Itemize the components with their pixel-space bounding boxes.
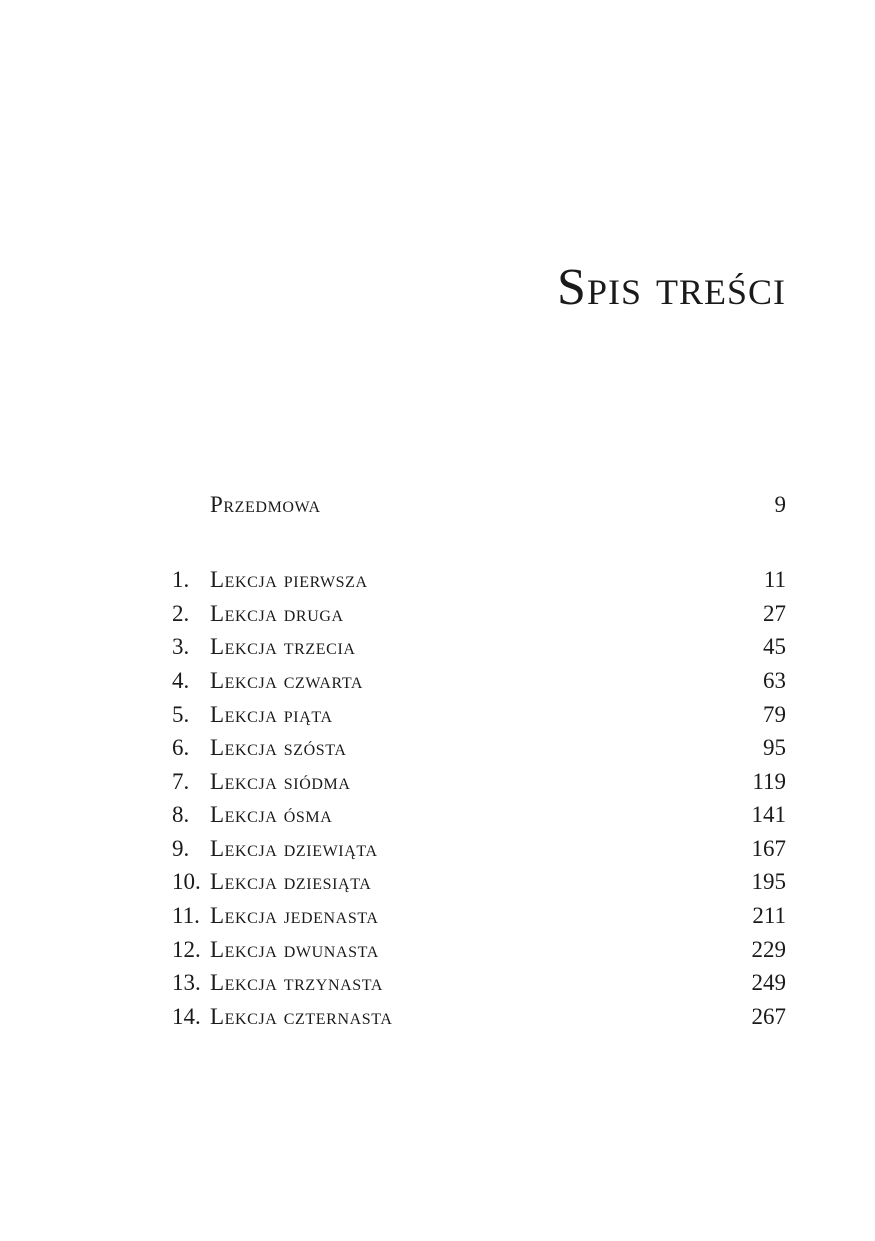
page-title: Spis treści	[557, 259, 786, 316]
toc-entry-4[interactable]	[172, 664, 786, 697]
toc-entry-number: 1.	[172, 567, 190, 592]
toc-entry-title: Lekcja jedenasta	[210, 903, 379, 928]
toc-entry-title: Lekcja dwunasta	[210, 937, 379, 962]
toc-entry-title: Lekcja siódma	[210, 769, 351, 794]
toc-entry-number: 9.	[172, 836, 190, 861]
toc-entry-14[interactable]	[172, 1000, 786, 1033]
toc-entry-title: Lekcja ósma	[210, 802, 333, 827]
toc-entry-10[interactable]	[172, 865, 786, 898]
toc-entry-page: 11	[763, 567, 786, 592]
toc-entry-page: 141	[751, 802, 786, 827]
toc-entry-1[interactable]	[172, 563, 786, 596]
toc-entry-11[interactable]	[172, 899, 786, 932]
toc-entry-page: 249	[751, 970, 786, 995]
toc-entry-13[interactable]	[172, 966, 786, 999]
toc-entry-number: 14.	[172, 1004, 201, 1029]
toc-entry-page: 119	[752, 769, 786, 794]
toc-entry-page: 27	[763, 601, 786, 626]
toc-entry-page: 195	[751, 869, 786, 894]
toc-entry-number: 8.	[172, 802, 190, 827]
toc-entry-title: Lekcja czternasta	[210, 1004, 393, 1029]
toc-entry-page: 95	[763, 735, 786, 760]
toc-entry-page: 63	[763, 668, 786, 693]
toc-entry-page: 267	[751, 1004, 786, 1029]
toc-entry-2[interactable]	[172, 597, 786, 630]
toc-entry-9[interactable]	[172, 832, 786, 865]
toc-entry-page: 45	[763, 634, 786, 659]
toc-entry-page: 79	[763, 702, 786, 727]
toc-entry-number: 3.	[172, 634, 190, 659]
toc-entry-number: 13.	[172, 970, 201, 995]
toc-entry-title: Lekcja dziewiąta	[210, 836, 378, 861]
toc-entry-title: Lekcja druga	[210, 601, 344, 626]
toc-entry-number: 7.	[172, 769, 190, 794]
toc-preface[interactable]	[172, 488, 786, 521]
toc-entry-6[interactable]	[172, 731, 786, 764]
toc-entry-title: Lekcja piąta	[210, 702, 333, 727]
toc-entry-7[interactable]	[172, 765, 786, 798]
toc-entry-title: Lekcja trzecia	[210, 634, 356, 659]
toc-entry-number: 12.	[172, 937, 201, 962]
toc-entry-title: Lekcja trzynasta	[210, 970, 384, 995]
toc-entry-number: 11.	[172, 903, 200, 928]
toc-entry-3[interactable]	[172, 630, 786, 663]
toc-entry-title: Lekcja czwarta	[210, 668, 364, 693]
toc-entry-page: 229	[751, 937, 786, 962]
toc-entry-page: 167	[751, 836, 786, 861]
toc-entry-number: 5.	[172, 702, 190, 727]
toc-entry-12[interactable]	[172, 933, 786, 966]
toc-entry-title: Lekcja szósta	[210, 735, 347, 760]
toc-entry-number: 10.	[172, 869, 201, 894]
toc-entry-number: 4.	[172, 668, 190, 693]
toc-entry-number: 6.	[172, 735, 190, 760]
toc-entry-number: 2.	[172, 601, 190, 626]
toc-entry-title: Lekcja dziesiąta	[210, 869, 372, 894]
toc-entry-title: Przedmowa	[210, 492, 321, 517]
toc-entry-title: Lekcja pierwsza	[210, 567, 368, 592]
toc-entry-5[interactable]	[172, 698, 786, 731]
toc-entry-page: 211	[752, 903, 786, 928]
toc-entry-page: 9	[774, 492, 786, 517]
toc-entry-8[interactable]	[172, 798, 786, 831]
